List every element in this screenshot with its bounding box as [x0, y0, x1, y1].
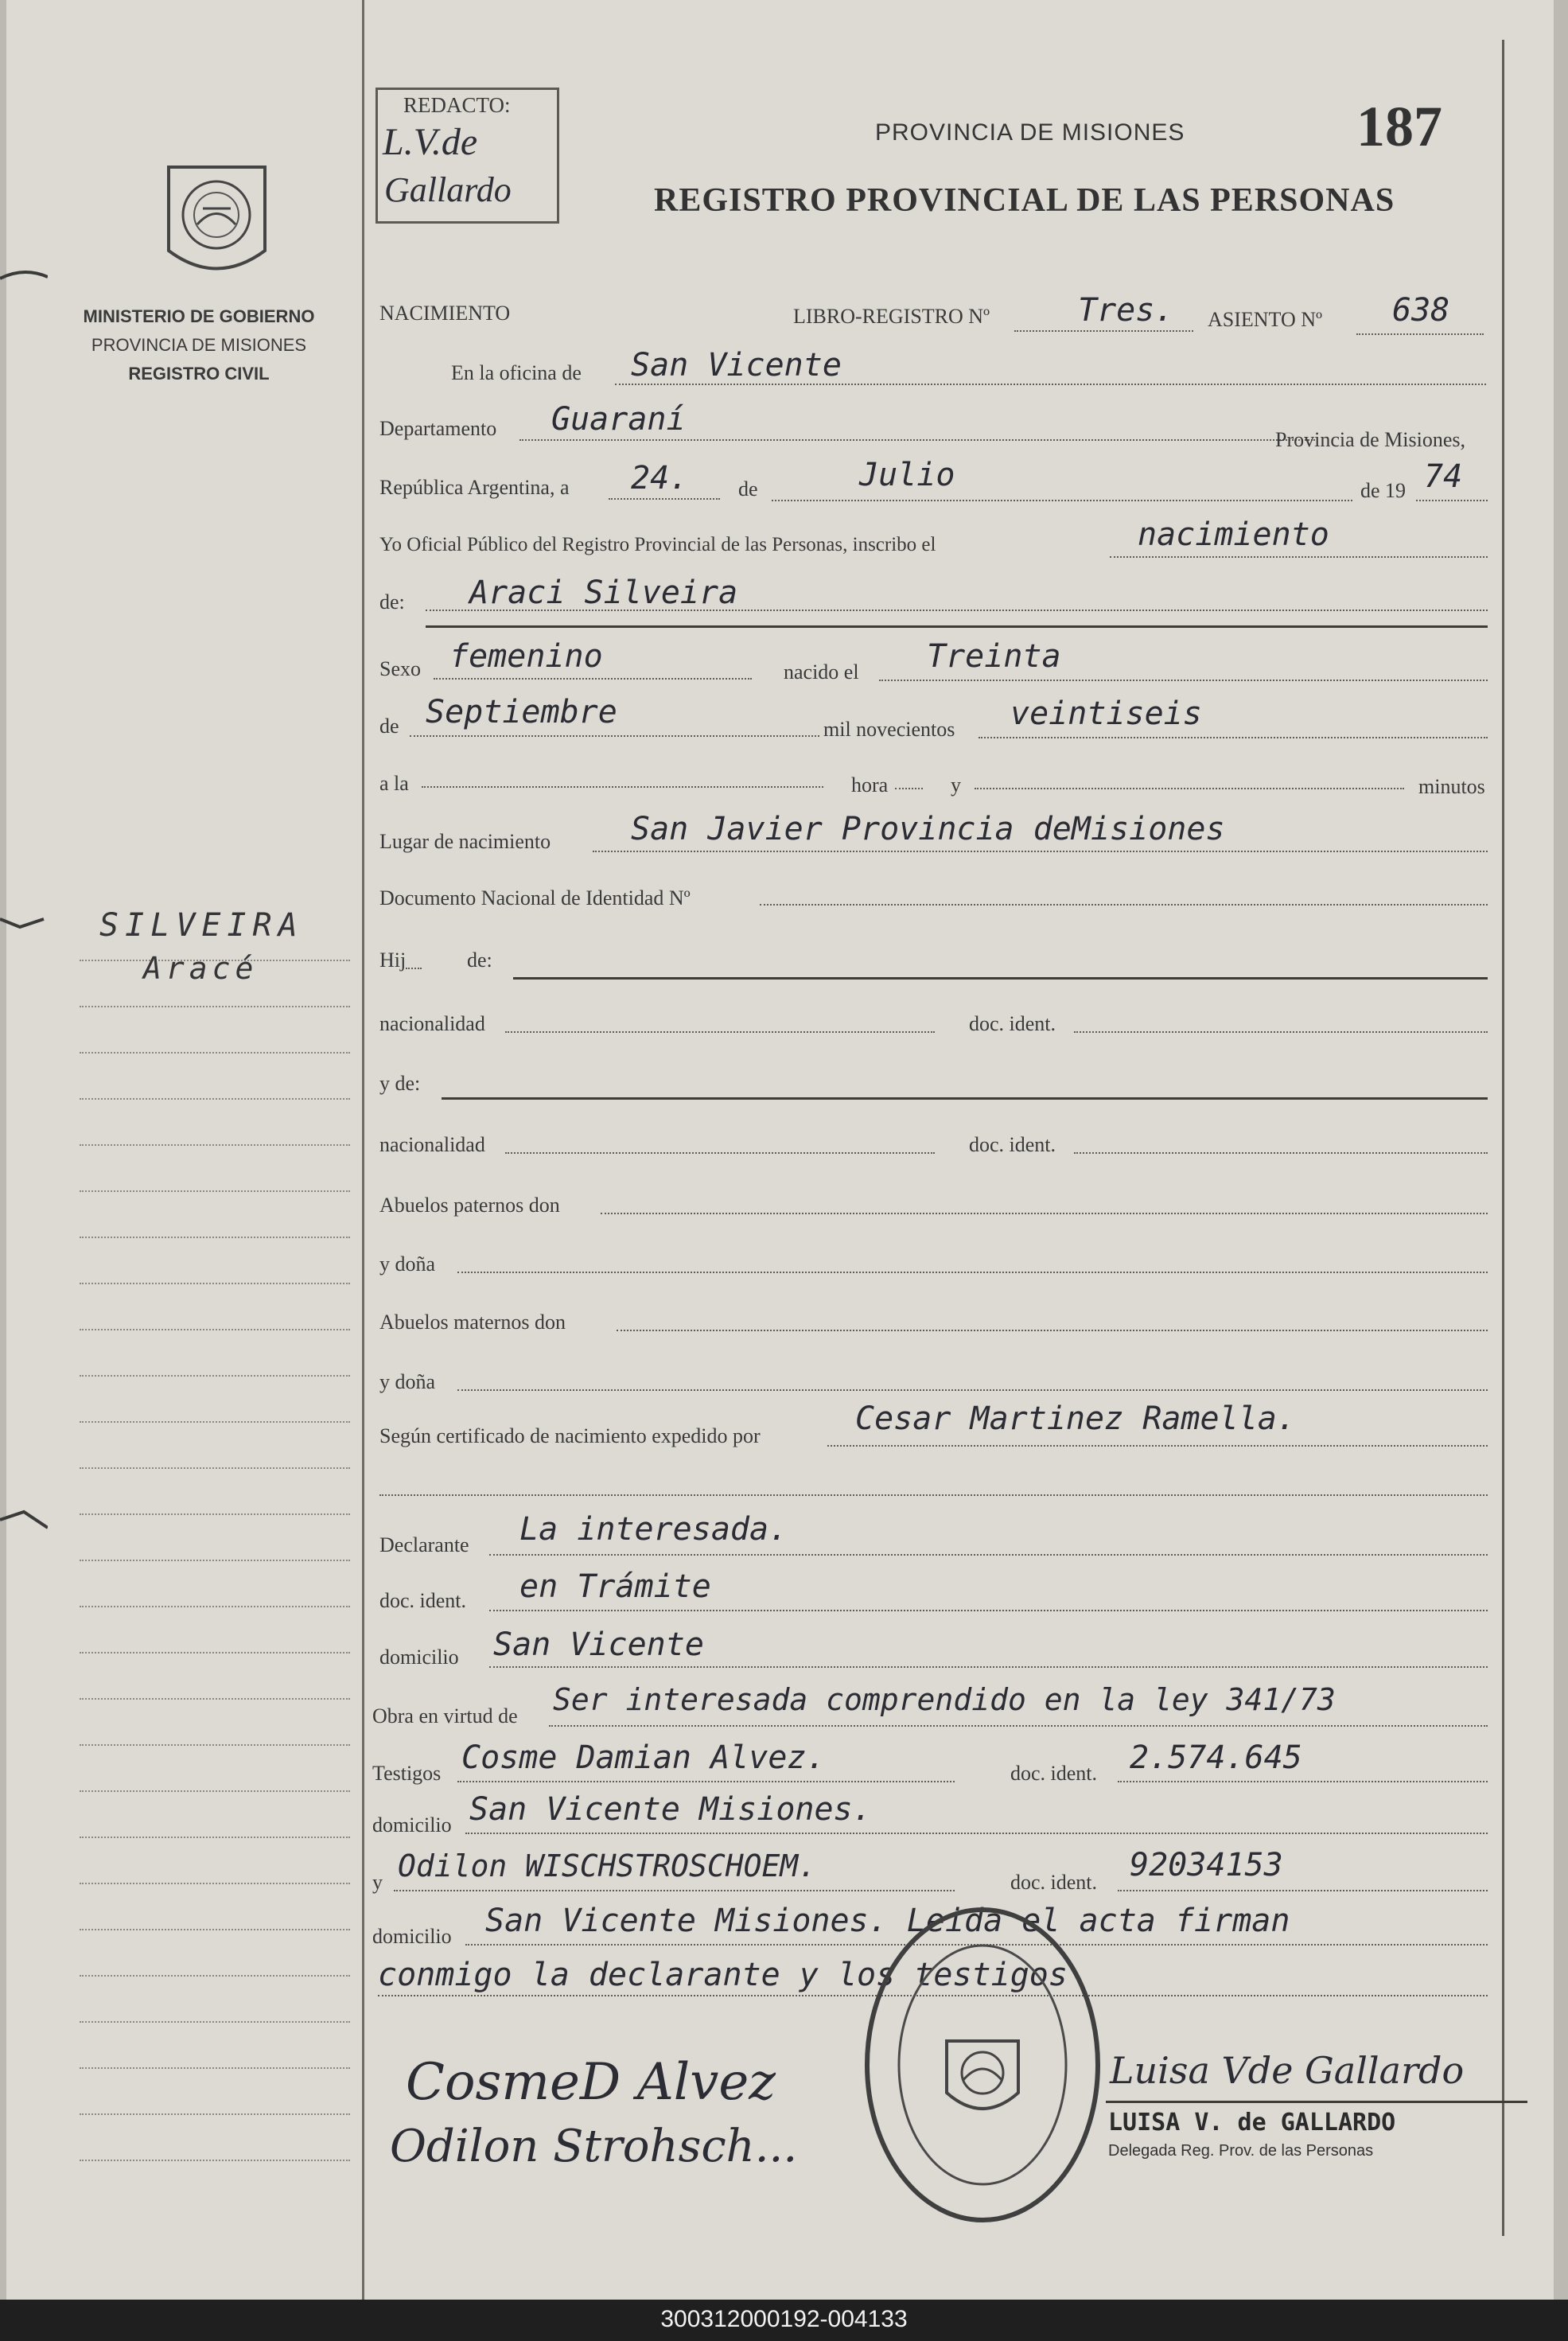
row-testigos	[372, 1739, 1492, 1789]
row-abuelos-maternos	[378, 1301, 1492, 1349]
doc-ident-label: doc. ident.	[969, 1012, 1056, 1035]
domicilio2-label: domicilio	[372, 1813, 452, 1837]
binder-ring-icon	[0, 263, 48, 294]
closing-value: conmigo la declarante y los testigos	[378, 1957, 1068, 1993]
segun-label: Según certificado de nacimiento expedido por	[379, 1424, 761, 1447]
row-nacionalidad-2	[378, 1124, 1492, 1171]
nacido-label: nacido el	[784, 660, 859, 684]
name-de-label: de:	[379, 590, 405, 613]
domicilio3-value: San Vicente Misiones. Leida el acta firman	[485, 1903, 1290, 1939]
sexo-label: Sexo	[379, 657, 421, 680]
margin-given-name: Aracé	[143, 951, 259, 986]
ministry-registry: REGISTRO CIVIL	[128, 364, 270, 384]
official-signature: Luisa Vde Gallardo	[1110, 2049, 1465, 2092]
domicilio2-value: San Vicente Misiones.	[469, 1791, 872, 1828]
row-republica	[378, 457, 1492, 511]
asiento-label: ASIENTO Nº	[1208, 308, 1323, 331]
row-oficina	[378, 349, 1492, 396]
year-label: de 19	[1360, 479, 1407, 502]
doc-value: en Trámite	[519, 1568, 711, 1605]
departamento-value: Guaraní	[551, 401, 686, 438]
departamento-label: Departamento	[379, 417, 497, 440]
row-segun	[378, 1400, 1492, 1448]
oficina-label: En la oficina de	[451, 361, 582, 384]
domicilio-value: San Vicente	[493, 1626, 704, 1663]
row-birth-date	[378, 694, 1492, 748]
row-abuelos-paternos	[378, 1184, 1492, 1232]
segun-value: Cesar Martinez Ramella.	[855, 1400, 1296, 1437]
margin-ruled-lines	[80, 915, 350, 2161]
minutos-label: minutos	[1418, 775, 1485, 798]
margin-surname: SILVEIRA	[99, 907, 304, 944]
binder-ring-icon	[0, 907, 48, 939]
redacto-box	[375, 88, 559, 224]
row-departamento	[378, 401, 1492, 454]
row-testigo-2	[372, 1847, 1492, 1898]
provincia-suffix: Provincia de Misiones,	[1275, 428, 1466, 451]
doc-label: doc. ident.	[379, 1589, 467, 1612]
ministry-title: MINISTERIO DE GOBIERNO	[83, 306, 315, 326]
nacionalidad2-label: nacionalidad	[379, 1133, 485, 1156]
month-value: Julio	[859, 457, 955, 493]
row-libro	[378, 292, 1492, 346]
day-value: 24.	[631, 460, 689, 497]
domicilio-label: domicilio	[379, 1646, 459, 1669]
nacimiento-label: NACIMIENTO	[379, 302, 511, 325]
abuelos-paternos-label: Abuelos paternos don	[379, 1194, 560, 1217]
declarante-value: La interesada.	[519, 1511, 788, 1548]
y2-label: y	[372, 1871, 383, 1894]
date-de-label: de	[738, 477, 758, 501]
sexo-value: femenino	[449, 638, 603, 675]
nacido-value: Treinta	[927, 638, 1061, 675]
testigo1-doc-value: 2.574.645	[1130, 1739, 1302, 1776]
row-sexo	[378, 638, 1492, 691]
hij-label: Hij	[379, 948, 407, 972]
inscribe-value: nacimiento	[1138, 516, 1329, 553]
official-name: LUISA V. de GALLARDO	[1108, 2109, 1396, 2137]
abuelos-maternos-label: Abuelos maternos don	[379, 1311, 566, 1334]
row-hij	[378, 939, 1492, 987]
province-heading: PROVINCIA DE MISIONES	[875, 119, 1185, 146]
row-domicilio-2	[372, 1791, 1492, 1842]
birth-month-value: Septiembre	[426, 694, 617, 730]
libro-value: Tres.	[1078, 292, 1174, 329]
declarante-label: Declarante	[379, 1533, 469, 1556]
hora-label: hora	[851, 773, 889, 797]
y-label: y	[951, 773, 961, 797]
nacionalidad-label: nacionalidad	[379, 1012, 485, 1035]
right-border-line	[1502, 40, 1504, 2236]
row-yde	[378, 1062, 1492, 1110]
row-ydona	[378, 1243, 1492, 1291]
asiento-value: 638	[1392, 292, 1450, 329]
testigo2-doc-value: 92034153	[1130, 1847, 1283, 1883]
birth-de-label: de	[379, 715, 399, 738]
ydona-label: y doña	[379, 1252, 436, 1276]
lugar-label: Lugar de nacimiento	[379, 830, 551, 853]
row-doc	[378, 1568, 1492, 1619]
doc-ident2-label: doc. ident.	[969, 1133, 1056, 1156]
page-number: 187	[1356, 95, 1442, 158]
lugar-value: San Javier Provincia deMisiones	[631, 811, 1225, 847]
ministry-header	[64, 302, 334, 388]
binder-ring-icon	[0, 1504, 48, 1536]
witness2-signature: Odilon Strohsch...	[390, 2121, 798, 2172]
row-domicilio	[378, 1626, 1492, 1677]
yde-label: y de:	[379, 1072, 421, 1095]
row-nacionalidad	[378, 1003, 1492, 1050]
hij-de-label: de:	[467, 948, 492, 972]
ydona2-label: y doña	[379, 1370, 436, 1393]
testigo1-doc-label: doc. ident.	[1010, 1762, 1098, 1785]
testigo1-value: Cosme Damian Alvez.	[461, 1739, 826, 1776]
row-lugar	[378, 811, 1492, 863]
domicilio3-label: domicilio	[372, 1925, 452, 1948]
republica-label: República Argentina, a	[379, 476, 570, 499]
ala-label: a la	[379, 772, 409, 795]
obra-label: Obra en virtud de	[372, 1704, 518, 1728]
testigo2-value: Odilon WISCHSTROSCHOEM.	[398, 1848, 817, 1883]
row-hora	[378, 764, 1492, 812]
registry-title: REGISTRO PROVINCIAL DE LAS PERSONAS	[654, 182, 1395, 219]
row-name	[378, 575, 1492, 622]
oficina-value: San Vicente	[631, 347, 842, 384]
obra-value: Ser interesada comprendido en la ley 341/73	[553, 1682, 1336, 1717]
oficial-text: Yo Oficial Público del Registro Provincial de las Personas, inscribo el	[379, 534, 936, 555]
testigo2-doc-label: doc. ident.	[1010, 1871, 1098, 1894]
year-value: 74	[1424, 458, 1463, 495]
ministry-province: PROVINCIA DE MISIONES	[91, 335, 307, 355]
birth-year-value: veintiseis	[1010, 695, 1202, 732]
row-declarante	[378, 1511, 1492, 1564]
row-dni	[378, 875, 1492, 923]
official-title: Delegada Reg. Prov. de las Personas	[1108, 2142, 1374, 2160]
redacto-handwriting-1: L.V.de	[383, 121, 478, 163]
image-reference-code: 300312000192-004133	[660, 2306, 908, 2332]
libro-label: LIBRO-REGISTRO Nº	[793, 305, 990, 328]
person-name: Araci Silveira	[469, 575, 738, 611]
dni-label: Documento Nacional de Identidad Nº	[379, 886, 691, 910]
testigos-label: Testigos	[372, 1762, 442, 1785]
official-stamp-icon	[859, 1902, 1106, 2228]
row-oficial	[378, 516, 1492, 569]
witness1-signature: CosmeD Alvez	[406, 2053, 776, 2112]
row-obra	[372, 1682, 1492, 1733]
province-coat-of-arms-icon	[159, 159, 274, 286]
mil-label: mil novecientos	[823, 718, 955, 741]
signature-line	[1106, 2101, 1527, 2103]
redacto-handwriting-2: Gallardo	[384, 170, 512, 209]
redacto-label: REDACTO:	[403, 93, 511, 117]
